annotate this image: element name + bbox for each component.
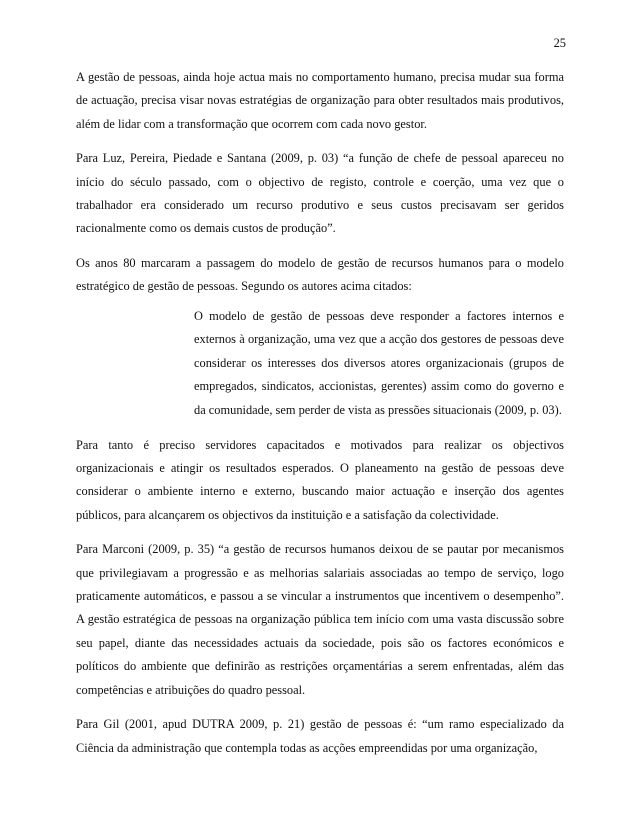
paragraph-gil-citation: Para Gil (2001, apud DUTRA 2009, p. 21) gestão de pessoas é: “um ramo especializado da Ciência da administração que contempla todas as acções empreendidas por uma organização, [76,717,564,755]
body-text [76,66,564,760]
paragraph-servidores: Para tanto é preciso servidores capacitados e motivados para realizar os objectivos organizacionais e atingir os resultados esperados. O planeamento na gestão de pessoas deve considerar o ambiente interno e externo, buscando maior actuação e inserção dos agentes públicos, para alcançarem os objectivos da instituição e a satisfação da colectividade. [76,437,564,522]
page-number: 25 [553,36,566,50]
paragraph-marconi-citation: Para Marconi (2009, p. 35) “a gestão de recursos humanos deixou de se pautar por mecanismos que privilegiavam a progressão e as melhorias salariais associadas ao tempo de serviço, logo praticamente automáticos, e passou a se vincular a instrumentos que incentivem o desempenho”. A gestão estratégica de pessoas na organização pública tem início com uma vasta discussão sobre seu papel, diante das necessidades actuais da sociedade, pois são os factores económicos e políticos do ambiente que definirão as restrições orçamentárias a serem enfrentadas, além das competências e atribuições do quadro pessoal. [76,542,564,697]
paragraph-anos-80: Os anos 80 marcaram a passagem do modelo de gestão de recursos humanos para o modelo estratégico de gestão de pessoas. Segundo os autores acima citados: [76,255,564,294]
paragraph-intro: A gestão de pessoas, ainda hoje actua mais no comportamento humano, precisa mudar sua forma de actuação, precisa visar novas estratégias de organização para obter resultados mais produtivos, além de lidar com a transformação que ocorrem com cada novo gestor. [76,70,564,131]
block-quote: O modelo de gestão de pessoas deve responder a factores internos e externos à organização, uma vez que a acção dos gestores de pessoas deve considerar os interesses dos diversos atores organizacionais (grupos de empregados, sindicatos, accionistas, gerentes) assim como do governo e da comunidade, sem perder de vista as pressões situacionais (2009, p. 03). [194,308,564,418]
paragraph-luz-citation: Para Luz, Pereira, Piedade e Santana (2009, p. 03) “a função de chefe de pessoal apareceu no início do século passado, com o objectivo de registo, controle e coerção, uma vez que o trabalhador era considerado um recurso produtivo e seus custos precisavam ser geridos racionalmente como os demais custos de produção”. [76,151,564,236]
